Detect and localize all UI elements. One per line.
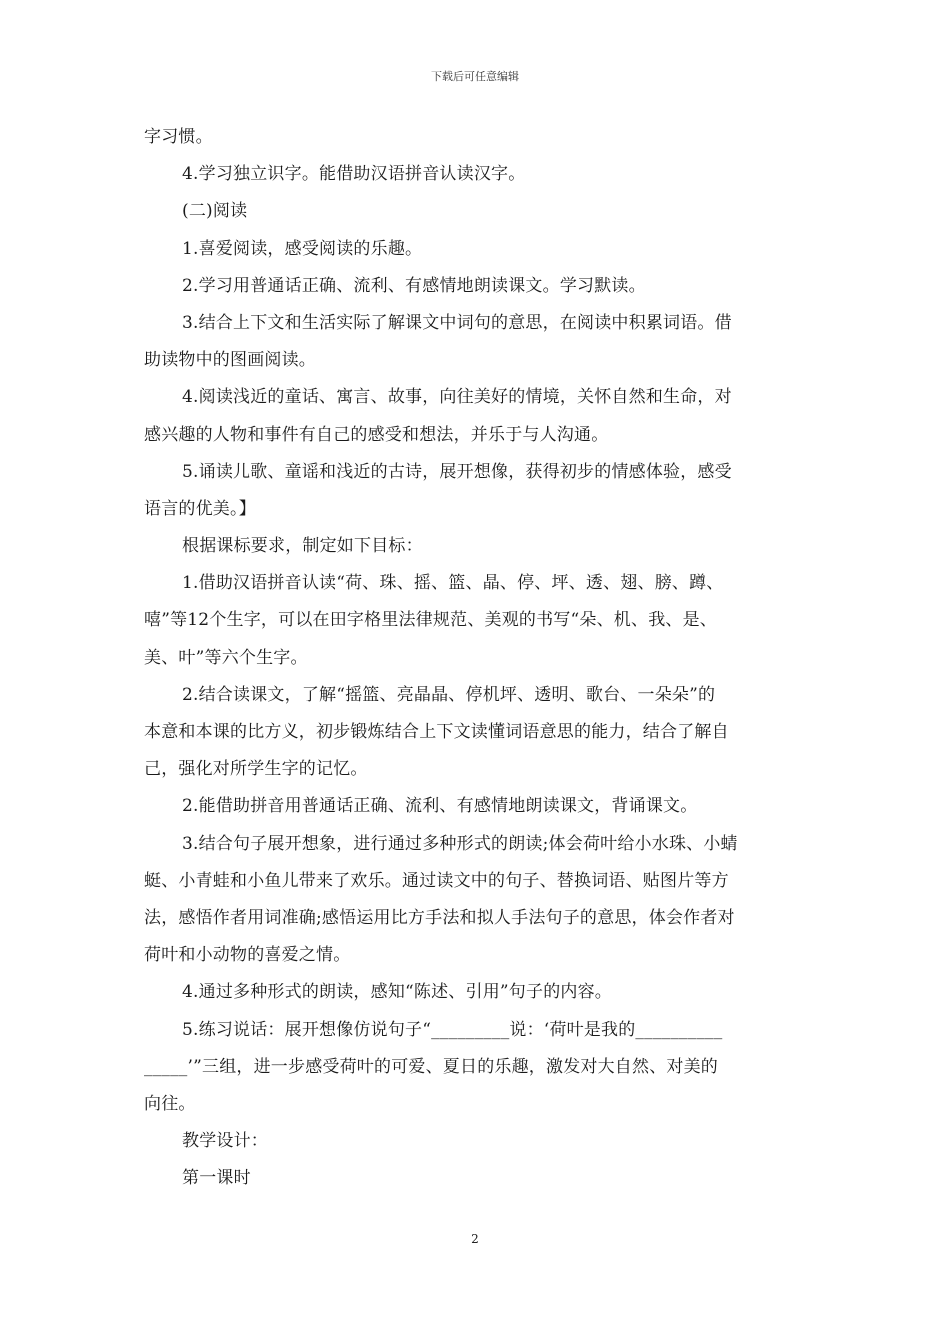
text-line: 助读物中的图画阅读。: [144, 350, 316, 371]
text-line: 荷叶和小动物的喜爱之情。: [144, 945, 351, 966]
text-line: _____’”三组，进一步感受荷叶的可爱、夏日的乐趣，激发对大自然、对美的: [144, 1056, 718, 1077]
page-header: 下载后可任意编辑: [431, 70, 519, 83]
text-line: 4.阅读浅近的童话、寓言、故事，向往美好的情境，关怀自然和生命，对: [182, 387, 732, 408]
text-line: 2.结合读课文，了解“摇篮、亮晶晶、停机坪、透明、歌台、一朵朵”的: [182, 684, 716, 705]
text-line: 蜓、小青蛙和小鱼儿带来了欢乐。通过读文中的句子、替换词语、贴图片等方: [144, 870, 729, 891]
text-line: 4.通过多种形式的朗读，感知“陈述、引用”句子的内容。: [182, 982, 613, 1003]
text-line: 语言的优美。】: [144, 498, 256, 519]
text-line: 字习惯。: [144, 127, 213, 147]
text-line: (二)阅读: [182, 201, 248, 222]
text-line: 向往。: [144, 1093, 196, 1114]
text-line: 根据课标要求，制定如下目标：: [182, 536, 423, 557]
text-line: 第一课时: [182, 1168, 251, 1189]
text-line: 法，感悟作者用词准确;感悟运用比方手法和拟人手法句子的意思，体会作者对: [144, 907, 735, 928]
text-line: 己，强化对所学生字的记忆。: [144, 759, 368, 780]
text-line: 教学设计：: [182, 1131, 268, 1152]
text-line: 嘻”等12个生字，可以在田字格里法律规范、美观的书写“朵、机、我、是、: [144, 610, 718, 631]
text-line: 4.学习独立识字。能借助汉语拼音认读汉字。: [182, 164, 526, 185]
text-line: 美、叶”等六个生字。: [144, 647, 308, 668]
document-body: [144, 119, 808, 1197]
text-line: 1.喜爱阅读，感受阅读的乐趣。: [182, 238, 423, 259]
text-line: 5.练习说话：展开想像仿说句子“_________说：‘荷叶是我的__________: [182, 1019, 723, 1040]
page-number: 2: [471, 1232, 479, 1246]
text-line: 3.结合句子展开想象，进行通过多种形式的朗读;体会荷叶给小水珠、小蜻: [182, 833, 738, 854]
text-line: 感兴趣的人物和事件有自己的感受和想法，并乐于与人沟通。: [144, 424, 609, 445]
text-line: 1.借助汉语拼音认读“荷、珠、摇、篮、晶、停、坪、透、翅、膀、蹲、: [182, 573, 724, 594]
text-line: 2.能借助拼音用普通话正确、流利、有感情地朗读课文，背诵课文。: [182, 796, 698, 817]
text-line: 2.学习用普通话正确、流利、有感情地朗读课文。学习默读。: [182, 275, 646, 296]
text-line: 5.诵读儿歌、童谣和浅近的古诗，展开想像，获得初步的情感体验，感受: [182, 461, 732, 482]
text-line: 3.结合上下文和生活实际了解课文中词句的意思，在阅读中积累词语。借: [182, 312, 732, 333]
text-line: 本意和本课的比方义，初步锻炼结合上下文读懂词语意思的能力，结合了解自: [144, 722, 729, 742]
